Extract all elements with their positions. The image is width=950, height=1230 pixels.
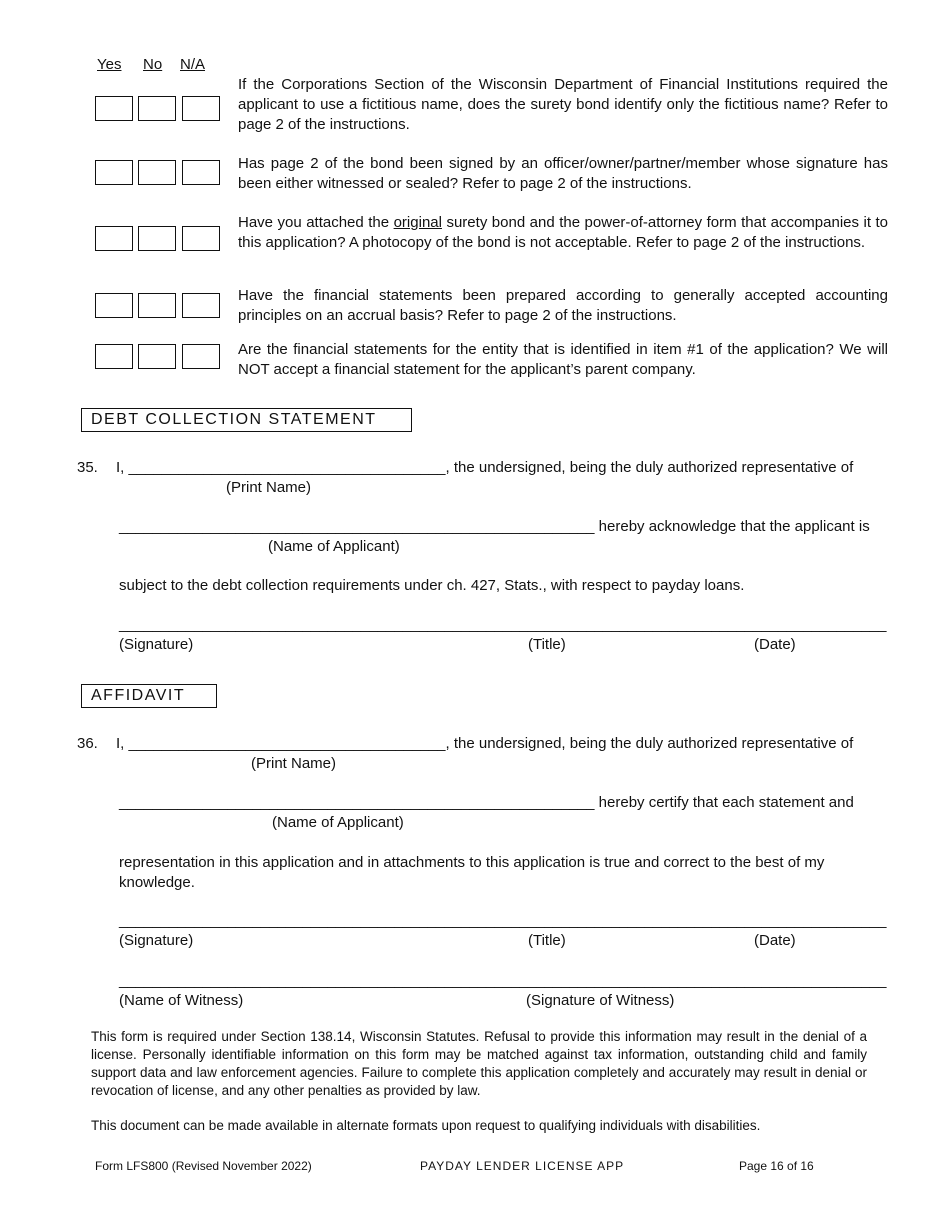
header-yes: Yes <box>97 56 122 73</box>
form-id: Form LFS800 (Revised November 2022) <box>95 1159 312 1173</box>
debt-signature-line: ____________________________________________________________________________________________ <box>119 616 887 633</box>
debt-date-label: (Date) <box>754 636 796 653</box>
question-text-5: Are the financial statements for the entity that is identified in item #1 of the application? We will NOT accept a financial statement for the applicant’s parent company. <box>238 341 888 378</box>
statute-notice: This form is required under Section 138.14, Wisconsin Statutes. Refusal to provide this information may result in the denial of a license. Personally identifiable information on this form may be matched against tax information, outstanding child and family support data and law enforcement agencies. Failure to complete this application completely and accurately may result in denial or revocation of license, and any other penalties as provided by law. <box>91 1029 867 1098</box>
affidavit-title-label: (Title) <box>528 932 566 949</box>
underlined-original: original <box>393 214 442 231</box>
affidavit-line-applicant: _________________________________________________________ hereby certify that each statement and <box>119 794 854 811</box>
checkbox-yes-5[interactable] <box>95 344 133 369</box>
witness-name-label: (Name of Witness) <box>119 992 244 1009</box>
witness-signature-label: (Signature of Witness) <box>526 992 675 1009</box>
checkbox-na-5[interactable] <box>182 344 220 369</box>
checkbox-na-1[interactable] <box>182 96 220 121</box>
header-na: N/A <box>180 56 206 73</box>
item-number-35: 35. <box>77 459 98 476</box>
debt-statement: subject to the debt collection requirements under ch. 427, Stats., with respect to payday loans. <box>119 577 745 594</box>
affidavit-line-print-name: I, ______________________________________, the undersigned, being the duly authorized representative of <box>116 735 854 752</box>
affidavit-statement: representation in this application and in attachments to this application is true and correct to the best of my knowledge. <box>119 854 825 891</box>
question-text-1: If the Corporations Section of the Wisconsin Department of Financial Institutions required the applicant to use a fictitious name, does the surety bond identify only the fictitious name? Refer to page 2 of the instructions. <box>238 76 888 133</box>
checkbox-no-2[interactable] <box>138 160 176 185</box>
debt-line-print-name: I, ______________________________________, the undersigned, being the duly authorized representative of <box>116 459 854 476</box>
checkbox-no-4[interactable] <box>138 293 176 318</box>
checkbox-no-5[interactable] <box>138 344 176 369</box>
affidavit-heading: AFFIDAVIT <box>81 684 217 708</box>
checkbox-yes-4[interactable] <box>95 293 133 318</box>
debt-collection-heading: DEBT COLLECTION STATEMENT <box>81 408 412 432</box>
accessibility-notice: This document can be made available in alternate formats upon request to qualifying individuals with disabilities. <box>91 1118 761 1133</box>
checkbox-yes-1[interactable] <box>95 96 133 121</box>
affidavit-signature-label: (Signature) <box>119 932 194 949</box>
question-text-3: Have you attached the original surety bond and the power-of-attorney form that accompanies it to this application? A photocopy of the bond is not acceptable. Refer to page 2 of the instructions. <box>238 214 888 251</box>
checkbox-yes-2[interactable] <box>95 160 133 185</box>
question-text-4: Have the financial statements been prepared according to generally accepted accounting principles on an accrual basis? Refer to page 2 of the instructions. <box>238 287 888 324</box>
page-number: Page 16 of 16 <box>739 1159 814 1173</box>
debt-signature-label: (Signature) <box>119 636 194 653</box>
affidavit-date-label: (Date) <box>754 932 796 949</box>
debt-applicant-label: (Name of Applicant) <box>268 538 400 555</box>
header-no: No <box>143 56 163 73</box>
document-title: PAYDAY LENDER LICENSE APP <box>420 1159 625 1173</box>
checkbox-no-3[interactable] <box>138 226 176 251</box>
affidavit-print-name-label: (Print Name) <box>251 755 337 772</box>
checkbox-na-3[interactable] <box>182 226 220 251</box>
debt-title-label: (Title) <box>528 636 566 653</box>
witness-line: ____________________________________________________________________________________________ <box>119 972 887 989</box>
item-number-36: 36. <box>77 735 98 752</box>
debt-print-name-label: (Print Name) <box>226 479 312 496</box>
debt-line-applicant: _________________________________________________________ hereby acknowledge that the applicant is <box>119 518 870 535</box>
affidavit-applicant-label: (Name of Applicant) <box>272 814 404 831</box>
checkbox-na-2[interactable] <box>182 160 220 185</box>
checkbox-na-4[interactable] <box>182 293 220 318</box>
checkbox-yes-3[interactable] <box>95 226 133 251</box>
question-text-2: Has page 2 of the bond been signed by an officer/owner/partner/member whose signature has been either witnessed or sealed? Refer to page 2 of the instructions. <box>238 155 888 192</box>
affidavit-signature-line: ____________________________________________________________________________________________ <box>119 912 887 929</box>
checkbox-no-1[interactable] <box>138 96 176 121</box>
